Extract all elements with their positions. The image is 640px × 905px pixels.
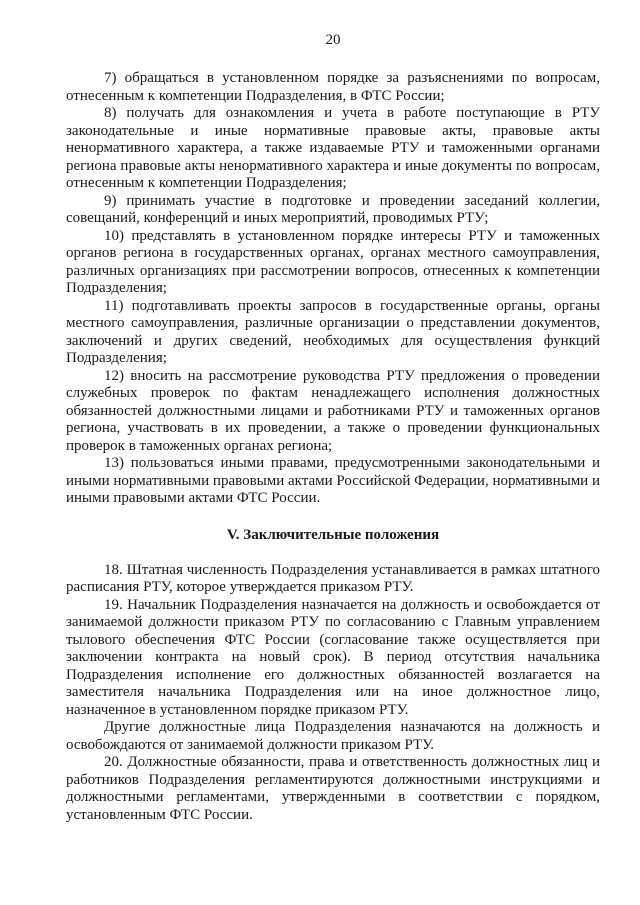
rights-list xyxy=(66,70,600,508)
section-heading: V. Заключительные положения xyxy=(226,526,440,543)
final-provisions xyxy=(66,562,600,825)
provision-20: 20. Должностные обязанности, права и ответственность должностных лиц и работников Подразделения регламентируются должностными инструкциями и должностными регламентами, утвержденными в соответствии с порядком, установленным ФТС России. xyxy=(66,754,600,823)
rights-item-10: 10) представлять в установленном порядке интересы РТУ и таможенных органов региона в государственных органах, органах местного самоуправления, различных организациях при рассмотрении вопросов, отнесенных к компетенции Подразделения; xyxy=(66,227,600,296)
rights-item-7: 7) обращаться в установленном порядке за разъяснениями по вопросам, отнесенным к компетенции Подразделения, в ФТС России; xyxy=(66,70,600,104)
rights-item-11: 11) подготавливать проекты запросов в государственные органы, органы местного самоуправления, различные организации о представлении документов, заключений и других сведений, необходимых для осуществления функций Подразделения; xyxy=(66,297,600,366)
document-page xyxy=(66,30,600,824)
provision-19-continued: Другие должностные лица Подразделения назначаются на должность и освобождаются от занимаемой должности приказом РТУ. xyxy=(66,719,600,753)
rights-item-12: 12) вносить на рассмотрение руководства РТУ предложения о проведении служебных проверок по фактам ненадлежащего исполнения должностных обязанностей должностными лицами и работниками РТУ и таможенных органов региона, участвовать в их проведении, а также о проведении функциональных проверок в таможенных органах региона; xyxy=(66,367,600,454)
rights-item-13: 13) пользоваться иными правами, предусмотренными законодательными и иными нормативными правовыми актами Российской Федерации, нормативными и иными правовыми актами ФТС России. xyxy=(66,455,600,506)
provision-18: 18. Штатная численность Подразделения устанавливается в рамках штатного расписания РТУ, которое утверждается приказом РТУ. xyxy=(66,561,600,595)
provision-19: 19. Начальник Подразделения назначается на должность и освобождается от занимаемой должности приказом РТУ по согласованию с Главным управлением тылового обеспечения ФТС России (согласование также осуществляется при заключении контракта на новый срок). В период отсутствия начальника Подразделения исполнение его должностных обязанностей возлагается на заместителя начальника Подразделения или на иное должностное лицо, назначенное в установленном порядке приказом РТУ. xyxy=(66,596,600,718)
page-number: 20 xyxy=(325,32,341,48)
rights-item-9: 9) принимать участие в подготовке и проведении заседаний коллегии, совещаний, конференций и иных мероприятий, проводимых РТУ; xyxy=(66,192,600,226)
rights-item-8: 8) получать для ознакомления и учета в работе поступающие в РТУ законодательные и иные нормативные правовые акты, правовые акты ненормативного характера, а также издаваемые РТУ и таможенными органами региона правовые акты ненормативного характера и иные документы по вопросам, отнесенным к компетенции Подразделения; xyxy=(66,105,600,191)
